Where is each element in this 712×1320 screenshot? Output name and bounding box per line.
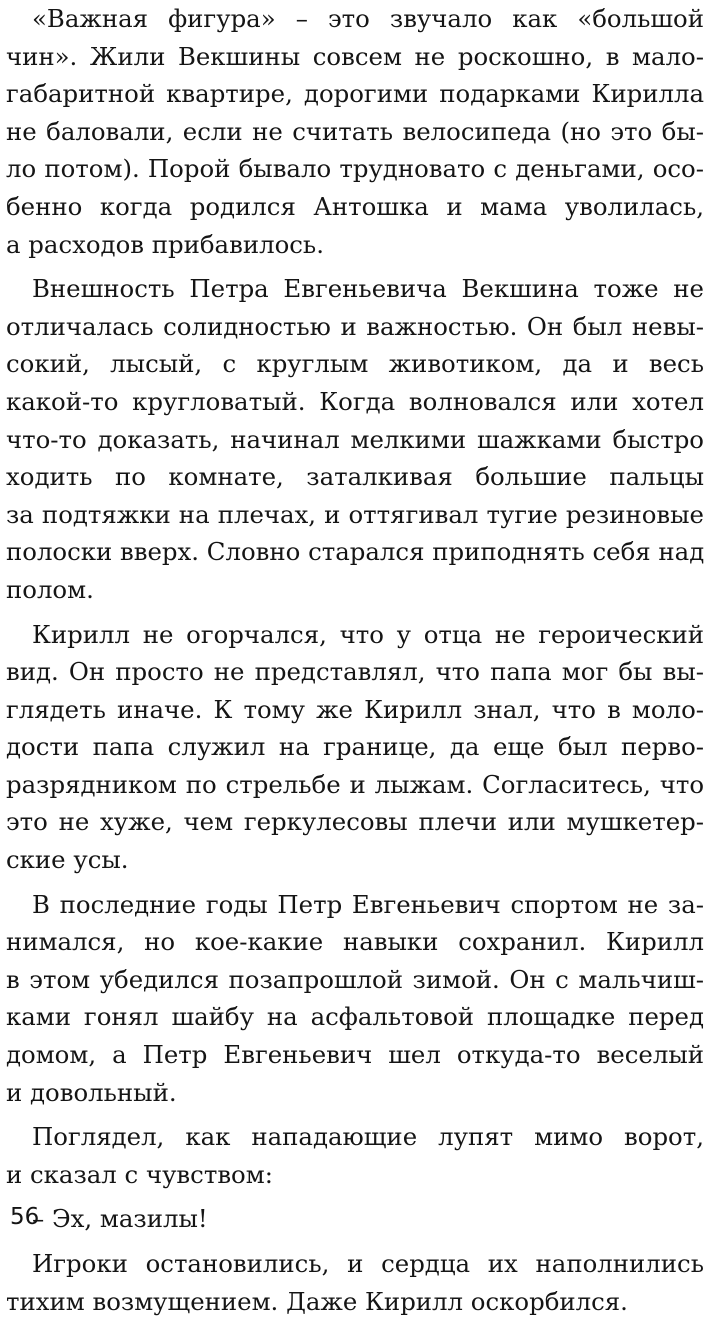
paragraph [6, 1200, 704, 1238]
text-line: и довольный. [6, 1077, 177, 1107]
text-line: и сказал с чувством: [6, 1159, 273, 1189]
text-line: дости папа служил на границе, да еще был перво- [6, 732, 704, 762]
text-line: полом. [6, 574, 94, 604]
text-line: – Эх, мазилы! [32, 1204, 208, 1234]
text-line: сокий, лысый, с круглым животиком, да и весь [6, 349, 704, 379]
text-line: «Важная фигура» – это звучало как «большой [32, 4, 704, 33]
text-line: глядеть иначе. К тому же Кирилл знал, что в моло- [6, 694, 704, 724]
text-line: ходить по комнате, заталкивая большие пальцы [6, 462, 704, 492]
text-line: бенно когда родился Антошка и мама уволилась, [6, 191, 704, 221]
text-line: полоски вверх. Словно старался приподнять себя над [6, 537, 705, 567]
paragraph [6, 1118, 704, 1193]
paragraph [6, 0, 704, 263]
text-line: ками гонял шайбу на асфальтовой площадке перед [6, 1002, 704, 1032]
text-line: вид. Он просто не представлял, что папа мог бы вы- [6, 657, 704, 687]
text-line: ские усы. [6, 845, 129, 875]
page-body [6, 0, 704, 1320]
paragraph [6, 270, 704, 608]
text-line: чин». Жили Векшины совсем не роскошно, в мало- [6, 41, 704, 71]
text-line: Поглядел, как нападающие лупят мимо ворот, [32, 1122, 704, 1152]
paragraph [6, 1245, 704, 1320]
paragraph [6, 616, 704, 879]
text-line: габаритной квартире, дорогими подарками Кирилла [6, 79, 704, 109]
text-line: разрядником по стрельбе и лыжам. Согласитесь, что [6, 769, 704, 799]
text-line: тихим возмущением. Даже Кирилл оскорбился. [6, 1286, 628, 1316]
text-line: Кирилл не огорчался, что у отца не героический [32, 619, 704, 649]
text-line: это не хуже, чем геркулесовы плечи или мушкетер- [6, 807, 704, 837]
text-line: домом, а Петр Евгеньевич шел откуда-то веселый [6, 1040, 704, 1070]
text-line: нимался, но кое-какие навыки сохранил. Кирилл [6, 927, 704, 957]
text-line: за подтяжки на плечах, и оттягивал тугие резиновые [6, 499, 704, 529]
text-line: В последние годы Петр Евгеньевич спортом не за- [32, 889, 704, 919]
text-line: какой-то кругловатый. Когда волновался или хотел [6, 386, 704, 416]
text-line: Внешность Петра Евгеньевича Векшина тоже не [32, 274, 704, 304]
page-number: 56 [10, 1204, 40, 1230]
text-line: в этом убедился позапрошлой зимой. Он с мальчиш- [6, 964, 704, 994]
text-line: не баловали, если не считать велосипеда (но это бы- [6, 116, 704, 146]
text-line: а расходов прибавилось. [6, 229, 324, 259]
text-line: отличалась солидностью и важностью. Он был невы- [6, 311, 704, 341]
text-line: что-то доказать, начинал мелкими шажками быстро [6, 424, 704, 454]
text-line: ло потом). Порой бывало трудновато с деньгами, осо- [6, 154, 704, 184]
text-line: Игроки остановились, и сердца их наполнились [32, 1249, 704, 1278]
paragraph [6, 886, 704, 1112]
